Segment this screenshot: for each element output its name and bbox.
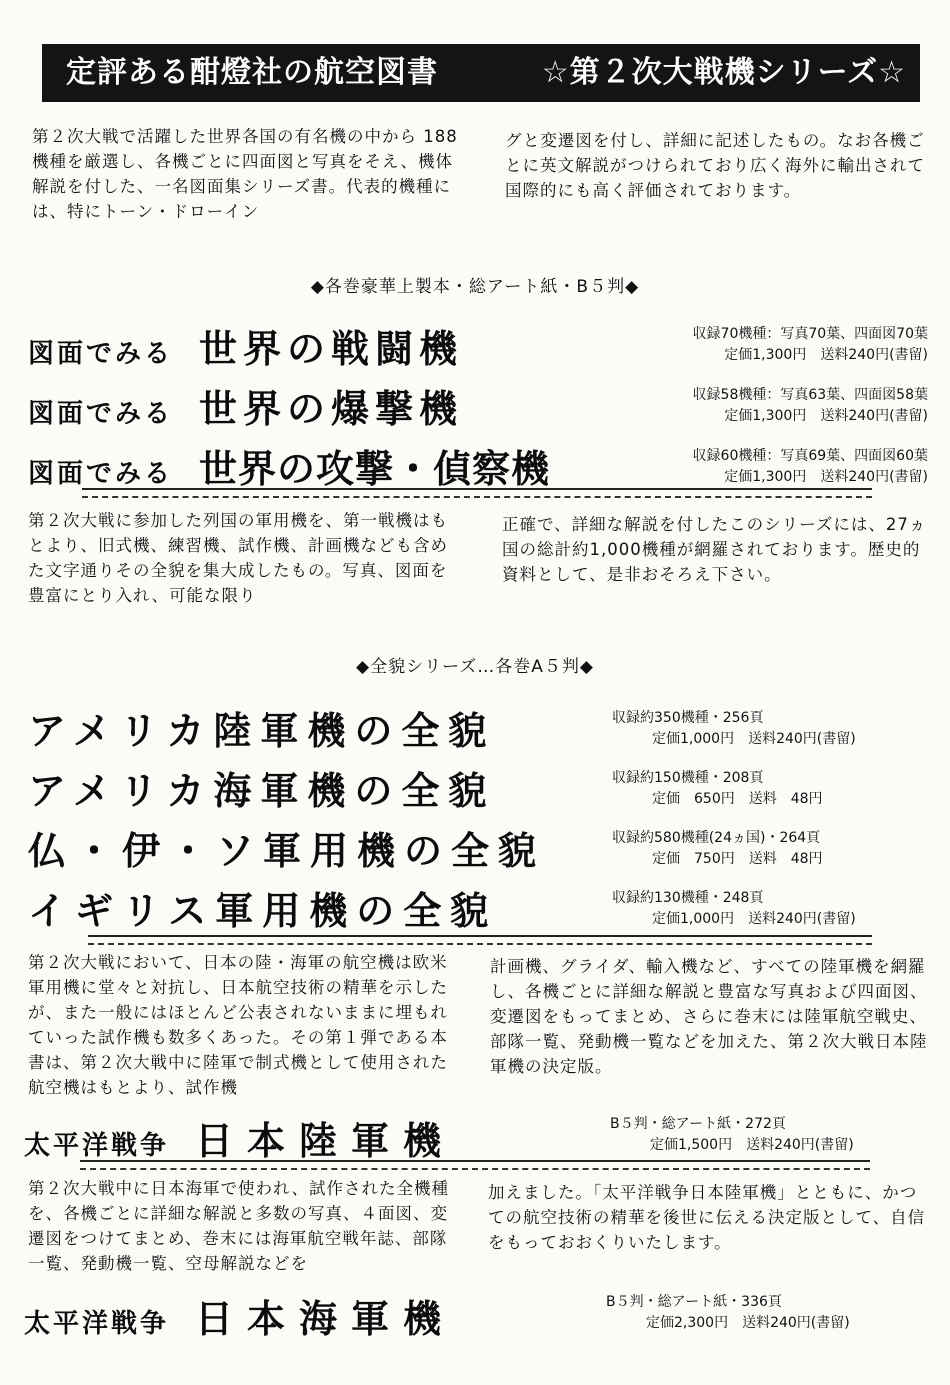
- divider: [82, 488, 872, 498]
- book-title-attack-recon: 図面でみる 世界の攻撃・偵察機: [28, 447, 551, 491]
- book-title-uk: イギリス軍用機の全貌: [28, 889, 498, 933]
- section-subtitle: ◆各巻豪華上製本・総アート紙・B５判◆: [310, 277, 640, 297]
- book-title-fr-it-ussr: 仏・伊・ソ軍用機の全貌: [28, 829, 546, 873]
- book-title-us-army: アメリカ陸軍機の全貌: [28, 709, 496, 753]
- divider: [88, 935, 872, 945]
- divider: [80, 1160, 870, 1170]
- book-info-japan-army: B５判・総アート紙・272頁 定価1,500円 送料240円(書留): [610, 1116, 854, 1153]
- book-info-japan-navy: B５判・総アート紙・336頁 定価2,300円 送料240円(書留): [606, 1294, 850, 1331]
- book-info-fighters: 収録70機種：写真70葉、四面図70葉 定価1,300円 送料240円(書留): [692, 326, 928, 363]
- intro-paragraph-left: 第２次大戦で活躍した世界各国の有名機の中から 188機種を厳選し、各機ごとに四面図と写真をそえ、機体解説を付した、一名図面集シリーズ書。代表的機種には、特にトーン・ドローイン: [32, 127, 458, 221]
- series-paragraph-right: 正確で、詳細な解説を付したこのシリーズには、27ヵ国の総計約1,000機種が網羅されております。歴史的資料として、是非おそろえ下さい。: [502, 515, 927, 584]
- book-info-us-army: 収録約350機種・256頁 定価1,000円 送料240円(書留): [612, 710, 856, 747]
- book-title-fighters: 図面でみる 世界の戦闘機: [28, 327, 464, 371]
- series-paragraph-left: 第２次大戦に参加した列国の軍用機を、第一戦機はもとより、旧式機、練習機、試作機、計画機なども含めた文字通りその全貌を集大成したもの。写真、図面を豊富にとり入れ、可能な限り: [28, 511, 448, 605]
- book-info-attack-recon: 収録60機種：写真69葉、四面図60葉 定価1,300円 送料240円(書留): [692, 448, 928, 485]
- book-info-uk: 収録約130機種・248頁 定価1,000円 送料240円(書留): [612, 890, 856, 927]
- intro-paragraph-right: グと変遷図を付し、詳細に記述したもの。なお各機ごとに英文解説がつけられており広く海外に輸出されて国際的にも高く評価されております。: [505, 131, 925, 200]
- book-title-bombers: 図面でみる 世界の爆撃機: [28, 387, 464, 431]
- army-paragraph-left: 第２次大戦において、日本の陸・海軍の航空機は欧米軍用機に堂々と対抗し、日本航空技術の精華を示したが、また一般にはほとんど公表されないままに埋もれていった試作機も数多くあった。その第１弾である本書は、第２次大戦中に陸軍で制式機として使用された航空機はもとより、試作機: [28, 953, 448, 1097]
- publisher-heading: 定評ある酣燈社の航空図書: [66, 55, 438, 90]
- book-title-japan-navy: 太平洋戦争 日本海軍機: [24, 1297, 456, 1341]
- navy-paragraph-right: 加えました。「太平洋戦争日本陸軍機」とともに、かつての航空技術の精華を後世に伝える決定版として、自信をもっておおくりいたします。: [488, 1183, 926, 1252]
- section-subtitle: ◆全貌シリーズ…各巻A５判◆: [356, 657, 594, 677]
- series-heading: ☆第２次大戦機シリーズ☆: [541, 55, 906, 90]
- book-info-bombers: 収録58機種：写真63葉、四面図58葉 定価1,300円 送料240円(書留): [692, 387, 928, 424]
- book-info-fr-it-ussr: 収録約580機種(24ヵ国)・264頁 定価 750円 送料 48円: [612, 830, 823, 867]
- header-banner: [42, 44, 920, 102]
- book-title-us-navy: アメリカ海軍機の全貌: [28, 769, 496, 813]
- book-info-us-navy: 収録約150機種・208頁 定価 650円 送料 48円: [612, 770, 823, 807]
- navy-paragraph-left: 第２次大戦中に日本海軍で使われ、試作された全機種を、各機ごとに詳細な解説と多数の写真、４面図、変遷図をつけてまとめ、巻末には海軍航空戦年誌、部隊一覧、発動機一覧、空母解説などを: [28, 1179, 449, 1273]
- army-paragraph-right: 計画機、グライダ、輸入機など、すべての陸軍機を網羅し、各機ごとに詳細な解説と豊富な写真および四面図、変遷図をもってまとめ、さらに巻末には陸軍航空戦史、部隊一覧、発動機一覧などを加えた、第２次大戦日本陸軍機の決定版。: [490, 957, 928, 1076]
- book-title-japan-army: 太平洋戦争 日本陸軍機: [24, 1119, 456, 1163]
